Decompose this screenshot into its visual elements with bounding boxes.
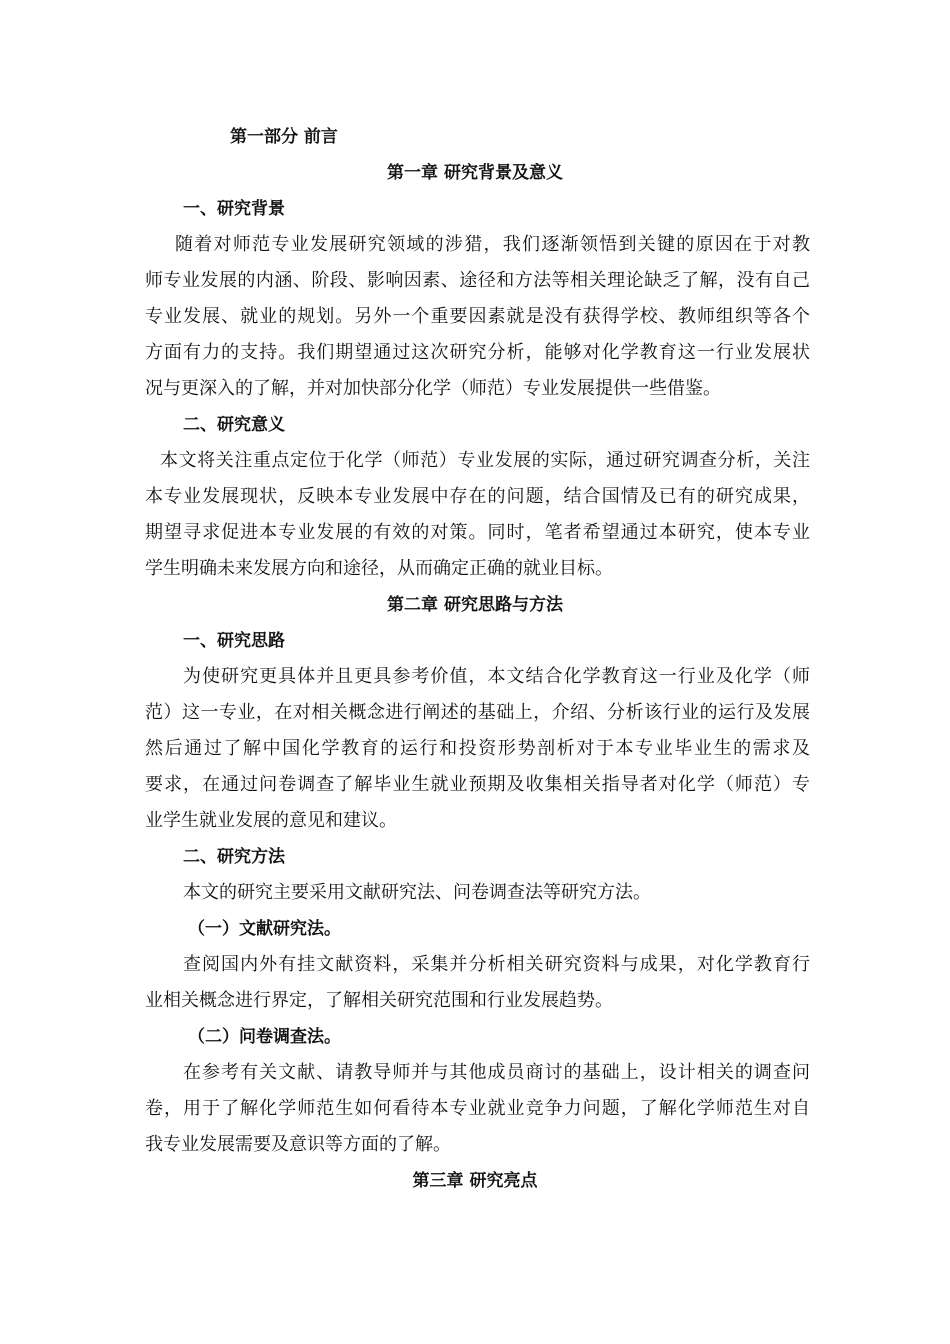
chapter-2-title: 第二章 研究思路与方法 bbox=[387, 595, 563, 615]
section-heading-methods: 二、研究方法 bbox=[183, 847, 285, 867]
paragraph-line: 本文将关注重点定位于化学（师范）专业发展的实际，通过研究调查分析，关注 bbox=[160, 450, 810, 471]
chapter-3-title: 第三章 研究亮点 bbox=[412, 1171, 538, 1191]
paragraph-line: 在参考有关文献、请教导师并与其他成员商讨的基础上，设计相关的调查问 bbox=[183, 1062, 810, 1083]
paragraph-line: 范）这一专业，在对相关概念进行阐述的基础上，介绍、分析该行业的运行及发展 bbox=[145, 702, 810, 723]
paragraph-line: 期望寻求促进本专业发展的有效的对策。同时，笔者希望通过本研究，使本专业 bbox=[145, 522, 810, 543]
paragraph-line: 卷，用于了解化学师范生如何看待本专业就业竞争力问题，了解化学师范生对自 bbox=[145, 1098, 810, 1119]
paragraph-line: 师专业发展的内涵、阶段、影响因素、途径和方法等相关理论缺乏了解，没有自己 bbox=[145, 270, 810, 291]
paragraph-line: 然后通过了解中国化学教育的运行和投资形势剖析对于本专业毕业生的需求及 bbox=[145, 738, 810, 759]
subsection-heading-questionnaire: （二）问卷调查法。 bbox=[188, 1027, 341, 1047]
part-title: 第一部分 前言 bbox=[230, 127, 338, 147]
paragraph-line: 本文的研究主要采用文献研究法、问卷调查法等研究方法。 bbox=[183, 882, 651, 903]
paragraph-line: 要求，在通过问卷调查了解毕业生就业预期及收集相关指导者对化学（师范）专 bbox=[145, 774, 810, 795]
paragraph-line: 专业发展、就业的规划。另外一个重要因素就是没有获得学校、教师组织等各个 bbox=[145, 306, 810, 327]
paragraph-line: 方面有力的支持。我们期望通过这次研究分析，能够对化学教育这一行业发展状 bbox=[145, 342, 810, 363]
chapter-1-title: 第一章 研究背景及意义 bbox=[387, 163, 563, 183]
paragraph-line: 我专业发展需要及意识等方面的了解。 bbox=[145, 1134, 451, 1155]
paragraph-line: 况与更深入的了解，并对加快部分化学（师范）专业发展提供一些借鉴。 bbox=[145, 378, 721, 399]
paragraph-line: 学生明确未来发展方向和途径，从而确定正确的就业目标。 bbox=[145, 558, 613, 579]
section-heading-approach: 一、研究思路 bbox=[183, 631, 285, 651]
section-heading-significance: 二、研究意义 bbox=[183, 415, 285, 435]
section-heading-background: 一、研究背景 bbox=[183, 199, 285, 219]
paragraph-line: 为使研究更具体并且更具参考价值，本文结合化学教育这一行业及化学（师 bbox=[183, 666, 810, 687]
paragraph-line: 查阅国内外有挂文献资料，采集并分析相关研究资料与成果，对化学教育行 bbox=[183, 954, 810, 975]
paragraph-line: 本专业发展现状，反映本专业发展中存在的问题，结合国情及已有的研究成果， bbox=[145, 486, 810, 507]
paragraph-line: 业相关概念进行界定，了解相关研究范围和行业发展趋势。 bbox=[145, 990, 613, 1011]
paragraph-line: 随着对师范专业发展研究领域的涉猎，我们逐渐领悟到关键的原因在于对教 bbox=[175, 234, 810, 255]
subsection-heading-literature: （一）文献研究法。 bbox=[188, 919, 341, 939]
paragraph-line: 业学生就业发展的意见和建议。 bbox=[145, 810, 397, 831]
